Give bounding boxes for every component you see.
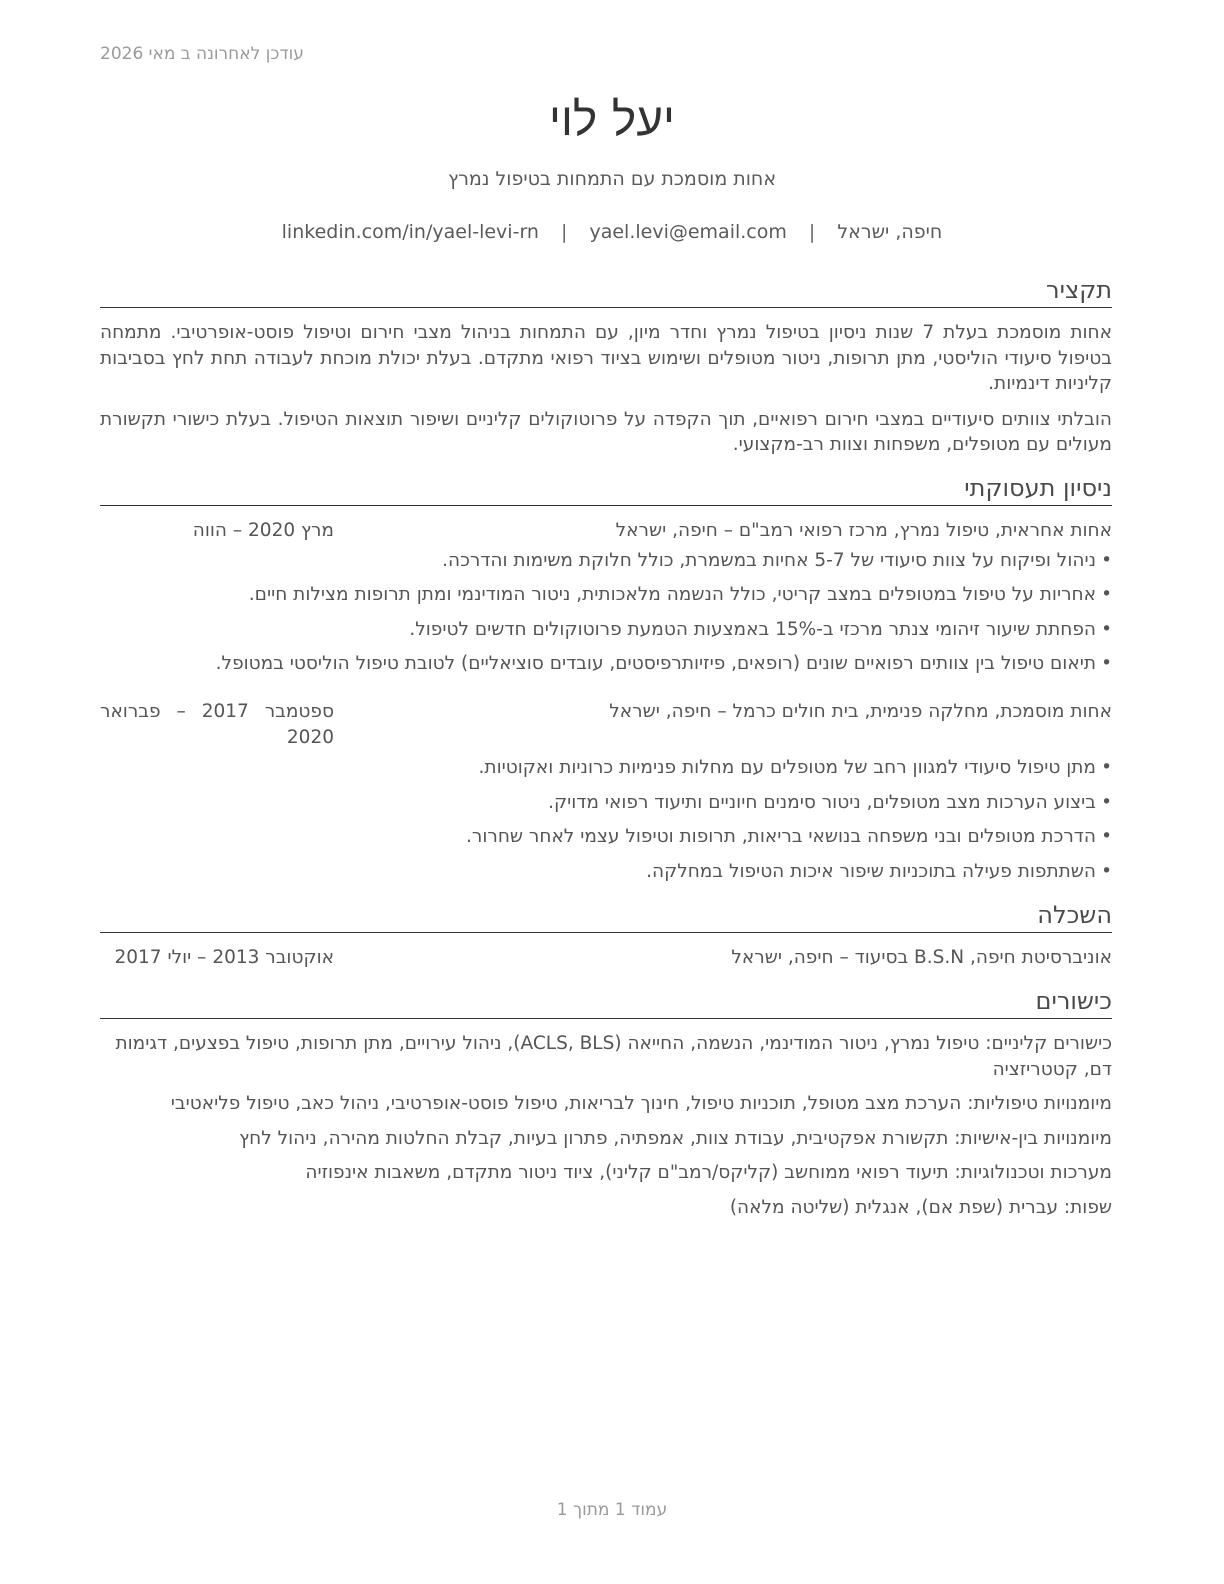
summary-paragraph: הובלתי צוותים סיעודיים במצבי חירום רפואיים, תוך הקפדה על פרוטוקולים קליניים ושיפור תוצאות הטיפול. בעלת כישורי תקשורת מעולים עם מטופלים, משפחות וצוות רב-מקצועי. bbox=[100, 408, 1112, 455]
section-title-experience: ניסיון תעסוקתי bbox=[100, 472, 1112, 506]
job-bullets bbox=[100, 548, 1112, 678]
summary-section bbox=[100, 274, 1112, 458]
candidate-name: יעל לוי bbox=[549, 92, 675, 146]
job-bullet: • אחריות על טיפול במטופלים במצב קריטי, כולל הנשמה מלאכותית, ניטור המודינמי ומתן תרופות מצילות חיים. bbox=[100, 582, 1096, 608]
job-bullet: • השתתפות פעילה בתוכניות שיפור איכות הטיפול במחלקה. bbox=[100, 859, 1096, 885]
skill-line: שפות: עברית (שפת אם), אנגלית (שליטה מלאה) bbox=[729, 1196, 1112, 1218]
section-title-education: השכלה bbox=[100, 899, 1112, 933]
job-dates: ספטמבר 2017 – פברואר 2020 bbox=[100, 701, 334, 748]
last-updated-note: עודכן לאחרונה ב מאי 2026 bbox=[100, 44, 304, 64]
candidate-subtitle: אחות מוסמכת עם התמחות בטיפול נמרץ bbox=[447, 168, 777, 190]
education-entry bbox=[100, 945, 1112, 971]
resume-body bbox=[100, 274, 1112, 1229]
contact-separator: | bbox=[808, 221, 816, 243]
job-entry bbox=[100, 699, 1112, 885]
skills-section bbox=[100, 985, 1112, 1221]
contact-line bbox=[0, 219, 1224, 245]
job-dates: מרץ 2020 – הווה bbox=[192, 519, 334, 541]
skill-line: מיומנויות טיפוליות: הערכת מצב מטופל, תוכניות טיפול, חינוך לבריאות, טיפול פוסט-אופרטיבי, ניהול כאב, טיפול פליאטיבי bbox=[170, 1093, 1112, 1114]
job-header bbox=[100, 518, 1112, 544]
job-bullet: • מתן טיפול סיעודי למגוון רחב של מטופלים עם מחלות פנימיות כרוניות ואקוטיות. bbox=[100, 755, 1096, 781]
contact-separator: | bbox=[561, 221, 568, 243]
section-title-summary: תקציר bbox=[100, 274, 1112, 308]
section-title-skills: כישורים bbox=[100, 985, 1112, 1019]
contact-email[interactable]: yael.levi@email.com bbox=[589, 221, 787, 243]
page-number: עמוד 1 מתוך 1 bbox=[556, 1500, 668, 1520]
skill-line: מיומנויות בין-אישיות: תקשורת אפקטיבית, עבודת צוות, אמפתיה, פתרון בעיות, קבלת החלטות מהירה, ניהול לחץ bbox=[239, 1127, 1112, 1149]
job-title: אחות אחראית, טיפול נמרץ, מרכז רפואי רמב"ם – חיפה, ישראל bbox=[615, 519, 1112, 541]
job-header bbox=[100, 699, 1112, 751]
summary-paragraph: אחות מוסמכת בעלת 7 שנות ניסיון בטיפול נמרץ וחדר מיון, עם התמחות בניהול מצבי חירום וטיפול פוסט-אופרטיבי. מתמחה בטיפול סיעודי הוליסטי, מתן תרופות, ניטור מטופלים ושימוש בציוד רפואי מתקדם. בעלת יכולת מוכחת לעבודה תחת לחץ בסביבות קליניות דינמיות. bbox=[100, 322, 1112, 394]
education-dates: אוקטובר 2013 – יולי 2017 bbox=[114, 946, 334, 968]
job-entry bbox=[100, 518, 1112, 678]
job-bullet: • תיאום טיפול בין צוותים רפואיים שונים (רופאים, פיזיותרפיסטים, עובדים סוציאליים) לטובת טיפול הוליסטי במטופל. bbox=[100, 651, 1096, 677]
job-title: אחות מוסמכת, מחלקה פנימית, בית חולים כרמל – חיפה, ישראל bbox=[609, 701, 1112, 722]
skill-line: מערכות וטכנולוגיות: תיעוד רפואי ממוחשב (קליקס/רמב"ם קליני), ציוד ניטור מתקדם, משאבות אינפוזיה bbox=[305, 1162, 1112, 1183]
job-bullet: • ניהול ופיקוח על צוות סיעודי של 5-7 אחיות במשמרת, כולל חלוקת משימות והדרכה. bbox=[100, 548, 1096, 574]
contact-linkedin[interactable]: linkedin.com/in/yael-levi-rn bbox=[281, 221, 539, 243]
contact-location: חיפה, ישראל bbox=[837, 221, 943, 243]
experience-section bbox=[100, 472, 1112, 885]
job-bullets bbox=[100, 755, 1112, 885]
education-section bbox=[100, 899, 1112, 971]
resume-header bbox=[0, 84, 1224, 245]
job-bullet: • הדרכת מטופלים ובני משפחה בנושאי בריאות, תרופות וטיפול עצמי לאחר שחרור. bbox=[100, 824, 1096, 850]
skill-line: כישורים קליניים: טיפול נמרץ, ניטור המודינמי, הנשמה, החייאה (ACLS, BLS), ניהול עירויים, מתן תרופות, טיפול בפצעים, דגימות דם, קטטריזציה bbox=[115, 1032, 1112, 1080]
job-bullet: • הפחתת שיעור זיהומי צנתר מרכזי ב-15% באמצעות הטמעת פרוטוקולים חדשים לטיפול. bbox=[100, 617, 1096, 643]
job-bullet: • ביצוע הערכות מצב מטופלים, ניטור סימנים חיוניים ותיעוד רפואי מדויק. bbox=[100, 790, 1096, 816]
education-title: אוניברסיטת חיפה, B.S.N בסיעוד – חיפה, ישראל bbox=[731, 946, 1112, 968]
